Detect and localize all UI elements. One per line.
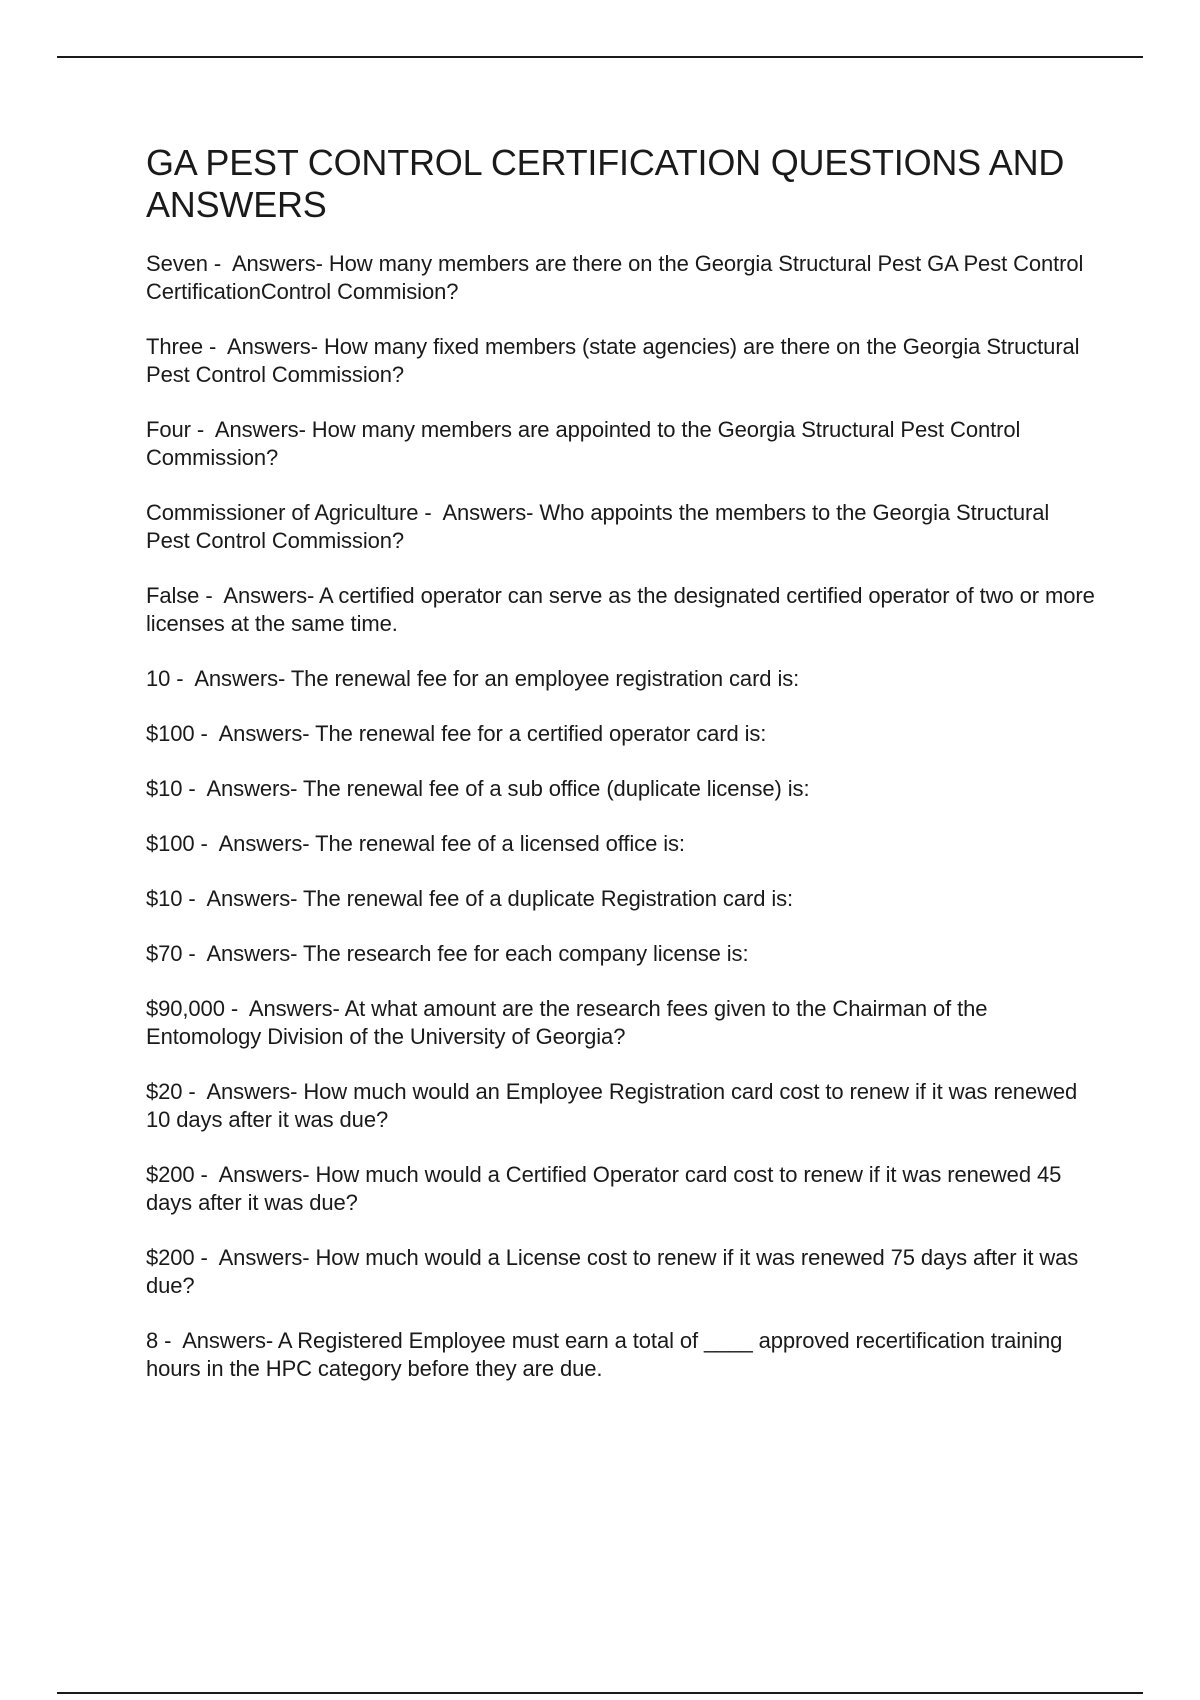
qa-answer: $200 [146,1245,195,1270]
qa-answer: $100 [146,831,195,856]
qa-answer: $20 [146,1079,183,1104]
qa-answer: 8 [146,1328,159,1353]
qa-separator: - [202,334,228,359]
qa-question: Answers- The renewal fee of a licensed office is: [218,831,685,856]
qa-answer: $10 [146,776,183,801]
qa-item [146,775,1096,803]
qa-separator: - [194,1162,219,1187]
qa-item [146,416,1096,472]
document-title: GA PEST CONTROL CERTIFICATION QUESTIONS AND ANSWERS [146,142,1065,225]
qa-question: Answers- A certified operator can serve as the designated certified operator of two or more licenses at the same time. [146,583,1095,636]
document-body [146,142,1096,1410]
qa-item [146,940,1096,968]
qa-separator: - [170,666,195,691]
qa-separator: - [194,721,219,746]
qa-item [146,995,1096,1051]
qa-item [146,665,1096,693]
qa-item [146,830,1096,858]
qa-question: Answers- Who appoints the members to the Georgia Structural Pest Control Commission? [146,500,1050,553]
qa-answer: $200 [146,1162,195,1187]
qa-answer: $10 [146,886,183,911]
qa-answer: False [146,583,200,608]
qa-question: Answers- A Registered Employee must earn a total of ____ approved recertification training hours in the HPC category before they are due. [146,1328,1063,1381]
qa-separator: - [182,941,207,966]
qa-answer: Four [146,417,191,442]
qa-question: Answers- The research fee for each company license is: [206,941,749,966]
qa-question: Answers- The renewal fee of a sub office (duplicate license) is: [206,776,810,801]
qa-question: Answers- How many members are there on the Georgia Structural Pest GA Pest Control CertificationControl Commision? [146,251,1084,304]
qa-item [146,250,1096,306]
qa-item [146,1327,1096,1383]
top-rule [57,56,1143,58]
qa-answer: $90,000 [146,996,225,1021]
qa-item [146,1244,1096,1300]
qa-separator: - [182,886,207,911]
qa-separator: - [182,776,207,801]
qa-question: Answers- How many members are appointed to the Georgia Structural Pest Control Commission? [146,417,1021,470]
qa-item [146,499,1096,555]
qa-item [146,885,1096,913]
qa-separator: - [182,1079,207,1104]
qa-item [146,582,1096,638]
qa-separator: - [194,1245,219,1270]
qa-answer: Three [146,334,203,359]
qa-question: Answers- At what amount are the research fees given to the Chairman of the Entomology Division of the University of Georgia? [146,996,988,1049]
qa-question: Answers- How much would a License cost to renew if it was renewed 75 days after it was due? [146,1245,1079,1298]
qa-question: Answers- How much would a Certified Operator card cost to renew if it was renewed 45 days after it was due? [146,1162,1062,1215]
qa-separator: - [194,831,219,856]
qa-item [146,1078,1096,1134]
qa-separator: - [190,417,215,442]
qa-answer: Commissioner of Agriculture [146,500,419,525]
qa-separator: - [207,251,232,276]
qa-question: Answers- How many fixed members (state agencies) are there on the Georgia Structural Pest Control Commission? [146,334,1080,387]
qa-separator: - [418,500,443,525]
qa-item [146,1161,1096,1217]
bottom-rule [57,1692,1143,1694]
qa-question: Answers- The renewal fee for a certified operator card is: [218,721,767,746]
qa-answer: $70 [146,941,183,966]
qa-question: Answers- The renewal fee for an employee registration card is: [194,666,800,691]
qa-separator: - [199,583,224,608]
qa-item [146,720,1096,748]
qa-separator: - [158,1328,183,1353]
qa-separator: - [224,996,249,1021]
qa-answer: 10 [146,666,171,691]
qa-answer: Seven [146,251,208,276]
qa-item [146,333,1096,389]
qa-answer: $100 [146,721,195,746]
qa-question: Answers- How much would an Employee Registration card cost to renew if it was renewed 10 days after it was due? [146,1079,1078,1132]
qa-question: Answers- The renewal fee of a duplicate Registration card is: [206,886,794,911]
